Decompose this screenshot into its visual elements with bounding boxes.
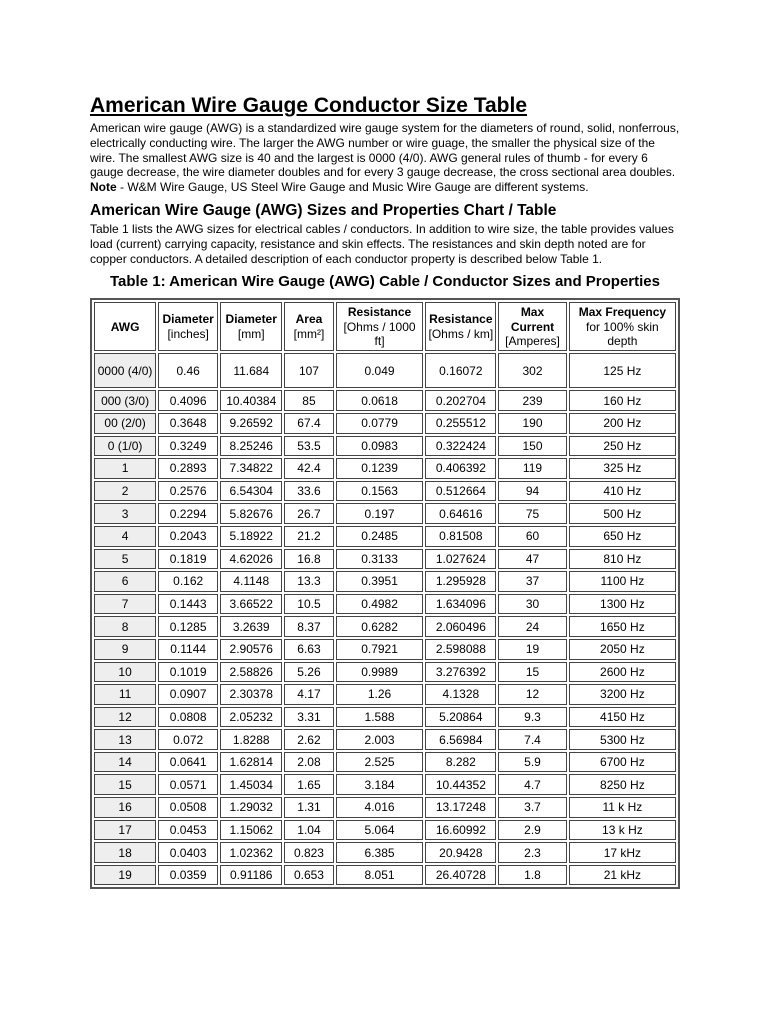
table-cell: 0.0808 [158,707,218,728]
table-cell: 107 [284,353,333,388]
column-header [94,302,156,351]
table-row [94,413,676,434]
table-cell: 4.016 [336,797,424,818]
table-cell: 0.1144 [158,639,218,660]
table-cell: 8.37 [284,616,333,637]
table-cell: 6.63 [284,639,333,660]
table-cell: 810 Hz [569,549,676,570]
table-cell: 3.31 [284,707,333,728]
table-cell: 1.8 [498,865,567,886]
table-cell: 1.65 [284,774,333,795]
table-cell: 150 [498,436,567,457]
table-row [94,594,676,615]
table-cell: 0.2043 [158,526,218,547]
table-cell: 0.64616 [425,503,496,524]
table-cell: 2.598088 [425,639,496,660]
table-cell: 5.18922 [220,526,282,547]
table-cell: 2.58826 [220,662,282,683]
table-cell: 0.255512 [425,413,496,434]
awg-cell: 13 [94,729,156,750]
awg-cell: 6 [94,571,156,592]
column-header-unit: [Ohms / 1000 ft] [343,319,416,349]
table-cell: 0.2294 [158,503,218,524]
awg-cell: 0000 (4/0) [94,353,156,388]
column-header [284,302,333,351]
table-cell: 20.9428 [425,842,496,863]
column-header-title: Resistance [429,312,493,327]
table-row [94,549,676,570]
table-row [94,639,676,660]
table-body [94,353,676,885]
table-cell: 7.34822 [220,458,282,479]
table-cell: 0.0618 [336,390,424,411]
table-cell: 0.0571 [158,774,218,795]
table-cell: 1.62814 [220,752,282,773]
column-header-title: Max Current [510,305,555,334]
document-content [90,93,680,889]
table-cell: 37 [498,571,567,592]
awg-cell: 10 [94,662,156,683]
table-cell: 0.0453 [158,820,218,841]
table-cell: 0.1819 [158,549,218,570]
table-cell: 5.20864 [425,707,496,728]
table-cell: 2.060496 [425,616,496,637]
table-cell: 5.82676 [220,503,282,524]
table-cell: 9.3 [498,707,567,728]
table-cell: 67.4 [284,413,333,434]
awg-cell: 17 [94,820,156,841]
table-cell: 3.2639 [220,616,282,637]
table-cell: 410 Hz [569,481,676,502]
table-cell: 1.588 [336,707,424,728]
awg-cell: 000 (3/0) [94,390,156,411]
table-cell: 0.1285 [158,616,218,637]
column-header-unit: [mm] [237,326,265,341]
awg-cell: 15 [94,774,156,795]
table-cell: 1.31 [284,797,333,818]
table-row [94,662,676,683]
table-cell: 2.9 [498,820,567,841]
table-cell: 2.62 [284,729,333,750]
table-cell: 1.295928 [425,571,496,592]
table-cell: 26.40728 [425,865,496,886]
table-cell: 0.1443 [158,594,218,615]
table-cell: 0.072 [158,729,218,750]
awg-cell: 16 [94,797,156,818]
table-cell: 5.9 [498,752,567,773]
table-cell: 2.525 [336,752,424,773]
table-cell: 2.05232 [220,707,282,728]
table-row [94,729,676,750]
awg-cell: 2 [94,481,156,502]
column-header-title: Max Frequency [578,305,667,320]
table-cell: 125 Hz [569,353,676,388]
awg-cell: 4 [94,526,156,547]
note-label: Note [90,180,117,195]
table-cell: 24 [498,616,567,637]
table-cell: 0.6282 [336,616,424,637]
table-cell: 11.684 [220,353,282,388]
table-cell: 5.26 [284,662,333,683]
awg-cell: 19 [94,865,156,886]
table-cell: 2.003 [336,729,424,750]
table-cell: 6700 Hz [569,752,676,773]
table-cell: 1.8288 [220,729,282,750]
table-cell: 4.7 [498,774,567,795]
table-cell: 33.6 [284,481,333,502]
table-cell: 0.2893 [158,458,218,479]
table-cell: 75 [498,503,567,524]
table-cell: 160 Hz [569,390,676,411]
table-row [94,390,676,411]
table-cell: 21.2 [284,526,333,547]
table-cell: 4.1328 [425,684,496,705]
table-cell: 1.027624 [425,549,496,570]
table-cell: 8.051 [336,865,424,886]
table-cell: 0.7921 [336,639,424,660]
table-cell: 500 Hz [569,503,676,524]
table-cell: 16.8 [284,549,333,570]
table-cell: 26.7 [284,503,333,524]
table-cell: 239 [498,390,567,411]
page-title: American Wire Gauge Conductor Size Table [90,94,528,117]
table-cell: 0.406392 [425,458,496,479]
table-cell: 8250 Hz [569,774,676,795]
table-cell: 2.08 [284,752,333,773]
table-cell: 4150 Hz [569,707,676,728]
table-header-row [94,302,676,351]
table-cell: 13.17248 [425,797,496,818]
table-cell: 325 Hz [569,458,676,479]
awg-cell: 3 [94,503,156,524]
column-header-unit: [mm²] [293,326,325,341]
table-cell: 16.60992 [425,820,496,841]
note-text: - W&M Wire Gauge, US Steel Wire Gauge and Music Wire Gauge are different systems. [116,180,589,195]
table-row [94,842,676,863]
awg-cell: 8 [94,616,156,637]
table-row [94,752,676,773]
table-cell: 1.02362 [220,842,282,863]
table-cell: 15 [498,662,567,683]
table-cell: 5.064 [336,820,424,841]
column-header-unit: [Amperes] [505,334,560,349]
table-cell: 0.3249 [158,436,218,457]
table-cell: 190 [498,413,567,434]
table-cell: 302 [498,353,567,388]
awg-cell: 5 [94,549,156,570]
table-cell: 2.3 [498,842,567,863]
section-heading: American Wire Gauge (AWG) Sizes and Properties Chart / Table [90,201,557,219]
table-row [94,684,676,705]
table-cell: 0.0907 [158,684,218,705]
table-cell: 0.3951 [336,571,424,592]
table-row [94,616,676,637]
table-cell: 2.90576 [220,639,282,660]
table-cell: 60 [498,526,567,547]
table-cell: 17 kHz [569,842,676,863]
table-row [94,865,676,886]
table-cell: 1.15062 [220,820,282,841]
table-cell: 7.4 [498,729,567,750]
table-cell: 0.91186 [220,865,282,886]
column-header-unit: [inches] [167,326,209,341]
table-cell: 1100 Hz [569,571,676,592]
table-cell: 8.282 [425,752,496,773]
table-cell: 0.1239 [336,458,424,479]
table-cell: 200 Hz [569,413,676,434]
table-cell: 1.634096 [425,594,496,615]
table-cell: 6.54304 [220,481,282,502]
column-header [336,302,424,351]
table-cell: 10.44352 [425,774,496,795]
awg-cell: 12 [94,707,156,728]
awg-cell: 00 (2/0) [94,413,156,434]
column-header [498,302,567,351]
table-cell: 11 k Hz [569,797,676,818]
table-cell: 0.322424 [425,436,496,457]
table-cell: 119 [498,458,567,479]
column-header-title: AWG [110,319,140,334]
table-cell: 2.30378 [220,684,282,705]
table-cell: 0.1563 [336,481,424,502]
table-cell: 4.1148 [220,571,282,592]
table-cell: 0.0359 [158,865,218,886]
table-cell: 0.9989 [336,662,424,683]
table-cell: 1.26 [336,684,424,705]
table-row [94,820,676,841]
table-cell: 0.653 [284,865,333,886]
column-header-title: Diameter [162,312,214,327]
table-row [94,707,676,728]
table-cell: 3.184 [336,774,424,795]
table-cell: 6.385 [336,842,424,863]
table-cell: 19 [498,639,567,660]
table-cell: 2600 Hz [569,662,676,683]
table-cell: 3.7 [498,797,567,818]
table-cell: 2050 Hz [569,639,676,660]
table-cell: 0.4982 [336,594,424,615]
awg-cell: 1 [94,458,156,479]
table-cell: 0.16072 [425,353,496,388]
column-header-title: Resistance [347,305,412,320]
table-cell: 1300 Hz [569,594,676,615]
table-cell: 6.56984 [425,729,496,750]
table-cell: 30 [498,594,567,615]
section-paragraph: Table 1 lists the AWG sizes for electrical cables / conductors. In addition to wire size, the table provides values load (current) carrying capacity, resistance and skin effects. The resistances and skin depth noted are for copper conductors. A detailed description of each conductor property is described below Table 1. [90,221,674,266]
table-cell: 250 Hz [569,436,676,457]
table-cell: 0.0641 [158,752,218,773]
awg-cell: 18 [94,842,156,863]
table-cell: 0.4096 [158,390,218,411]
table-cell: 0.3133 [336,549,424,570]
column-header [220,302,282,351]
table-row [94,774,676,795]
table-cell: 21 kHz [569,865,676,886]
table-row [94,481,676,502]
table-cell: 4.62026 [220,549,282,570]
table-cell: 0.512664 [425,481,496,502]
column-header-title: Diameter [225,312,277,327]
table-cell: 5300 Hz [569,729,676,750]
column-header [158,302,218,351]
table-cell: 10.40384 [220,390,282,411]
table-cell: 0.162 [158,571,218,592]
table-cell: 650 Hz [569,526,676,547]
table-cell: 0.823 [284,842,333,863]
table-cell: 13 k Hz [569,820,676,841]
table-cell: 0.202704 [425,390,496,411]
table-cell: 47 [498,549,567,570]
table-cell: 3200 Hz [569,684,676,705]
column-header-title: Area [295,312,323,327]
awg-cell: 0 (1/0) [94,436,156,457]
column-header-unit: [Ohms / km] [428,326,494,341]
table-cell: 4.17 [284,684,333,705]
column-header [569,302,676,351]
table-cell: 0.0983 [336,436,424,457]
table-cell: 0.46 [158,353,218,388]
awg-cell: 7 [94,594,156,615]
table-cell: 1.29032 [220,797,282,818]
table-cell: 9.26592 [220,413,282,434]
table-caption: Table 1: American Wire Gauge (AWG) Cable / Conductor Sizes and Properties [110,273,660,291]
awg-table [90,298,680,889]
table-cell: 0.1019 [158,662,218,683]
table-row [94,571,676,592]
intro-paragraph [90,121,680,195]
table-cell: 0.2576 [158,481,218,502]
table-cell: 3.276392 [425,662,496,683]
table-cell: 0.197 [336,503,424,524]
awg-cell: 14 [94,752,156,773]
table-cell: 0.049 [336,353,424,388]
table-cell: 0.2485 [336,526,424,547]
table-cell: 1.45034 [220,774,282,795]
table-row [94,353,676,388]
table-cell: 42.4 [284,458,333,479]
table-row [94,436,676,457]
table-cell: 10.5 [284,594,333,615]
table-row [94,503,676,524]
table-cell: 0.3648 [158,413,218,434]
table-cell: 1.04 [284,820,333,841]
table-cell: 1650 Hz [569,616,676,637]
table-cell: 85 [284,390,333,411]
column-header-unit: for 100% skin depth [586,319,659,349]
table-cell: 3.66522 [220,594,282,615]
table-cell: 0.0779 [336,413,424,434]
table-row [94,797,676,818]
awg-cell: 9 [94,639,156,660]
table-cell: 0.81508 [425,526,496,547]
table-row [94,526,676,547]
table-cell: 12 [498,684,567,705]
table-cell: 8.25246 [220,436,282,457]
intro-text: American wire gauge (AWG) is a standardized wire gauge system for the diameters of round, solid, nonferrous, electrically conducting wire. The larger the AWG number or wire guage, the smaller the physical size of the wire. The smallest AWG size is 40 and the largest is 0000 (4/0). AWG general rules of thumb - for every 6 gauge decrease, the wire diameter doubles and for every 3 gauge decrease, the cross sectional area doubles. [90,121,680,180]
table-row [94,458,676,479]
column-header [425,302,496,351]
table-cell: 0.0403 [158,842,218,863]
table-cell: 53.5 [284,436,333,457]
table-cell: 0.0508 [158,797,218,818]
awg-cell: 11 [94,684,156,705]
table-cell: 94 [498,481,567,502]
table-cell: 13.3 [284,571,333,592]
